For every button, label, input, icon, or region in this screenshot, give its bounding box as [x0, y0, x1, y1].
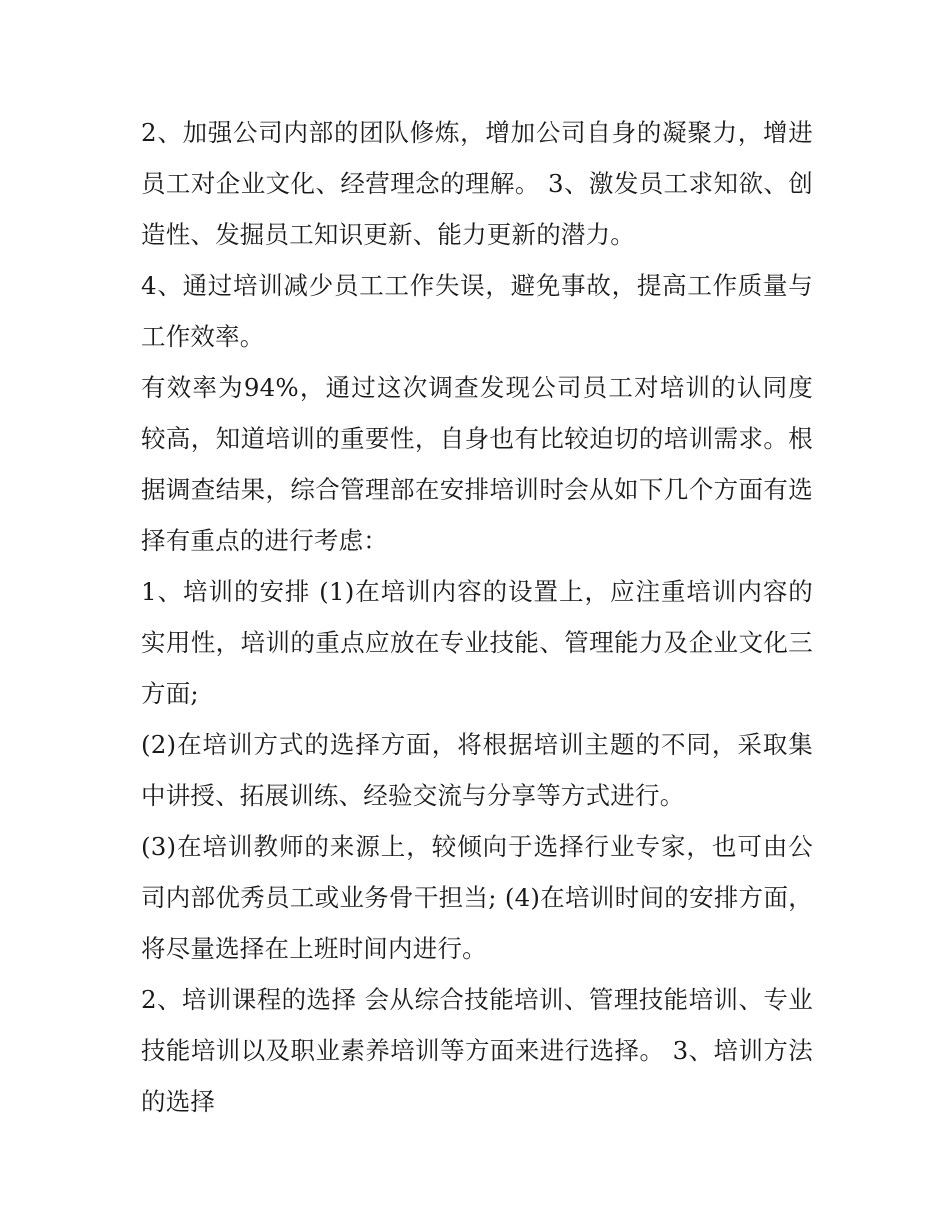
document-body — [141, 107, 813, 1127]
paragraph-training-goal-4: 4、通过培训减少员工工作失误，避免事故，提高工作质量与工作效率。 — [141, 271, 813, 351]
paragraph-training-goals-2-3: 2、加强公司内部的团队修炼，增加公司自身的凝聚力，增进员工对企业文化、经营理念的理解。 3、激发员工求知欲、创造性、发掘员工知识更新、能力更新的潜力。 — [141, 118, 813, 249]
paragraph-training-method-choice: (2)在培训方式的选择方面，将根据培训主题的不同，采取集中讲授、拓展训练、经验交流与分享等方式进行。 — [141, 730, 813, 810]
paragraph-survey-result: 有效率为94%，通过这次调查发现公司员工对培训的认同度较高，知道培训的重要性，自身也有比较迫切的培训需求。根据调查结果，综合管理部在安排培训时会从如下几个方面有选择有重点的进行考虑： — [141, 373, 813, 555]
paragraph-trainer-source-and-time: (3)在培训教师的来源上，较倾向于选择行业专家，也可由公司内部优秀员工或业务骨干担当; (4)在培训时间的安排方面，将尽量选择在上班时间内进行。 — [141, 832, 813, 963]
paragraph-course-selection: 2、培训课程的选择 会从综合技能培训、管理技能培训、专业技能培训以及职业素养培训等方面来进行选择。 3、培训方法的选择 — [141, 985, 813, 1116]
paragraph-training-arrangement: 1、培训的安排 (1)在培训内容的设置上，应注重培训内容的实用性，培训的重点应放在专业技能、管理能力及企业文化三方面; — [141, 577, 813, 708]
